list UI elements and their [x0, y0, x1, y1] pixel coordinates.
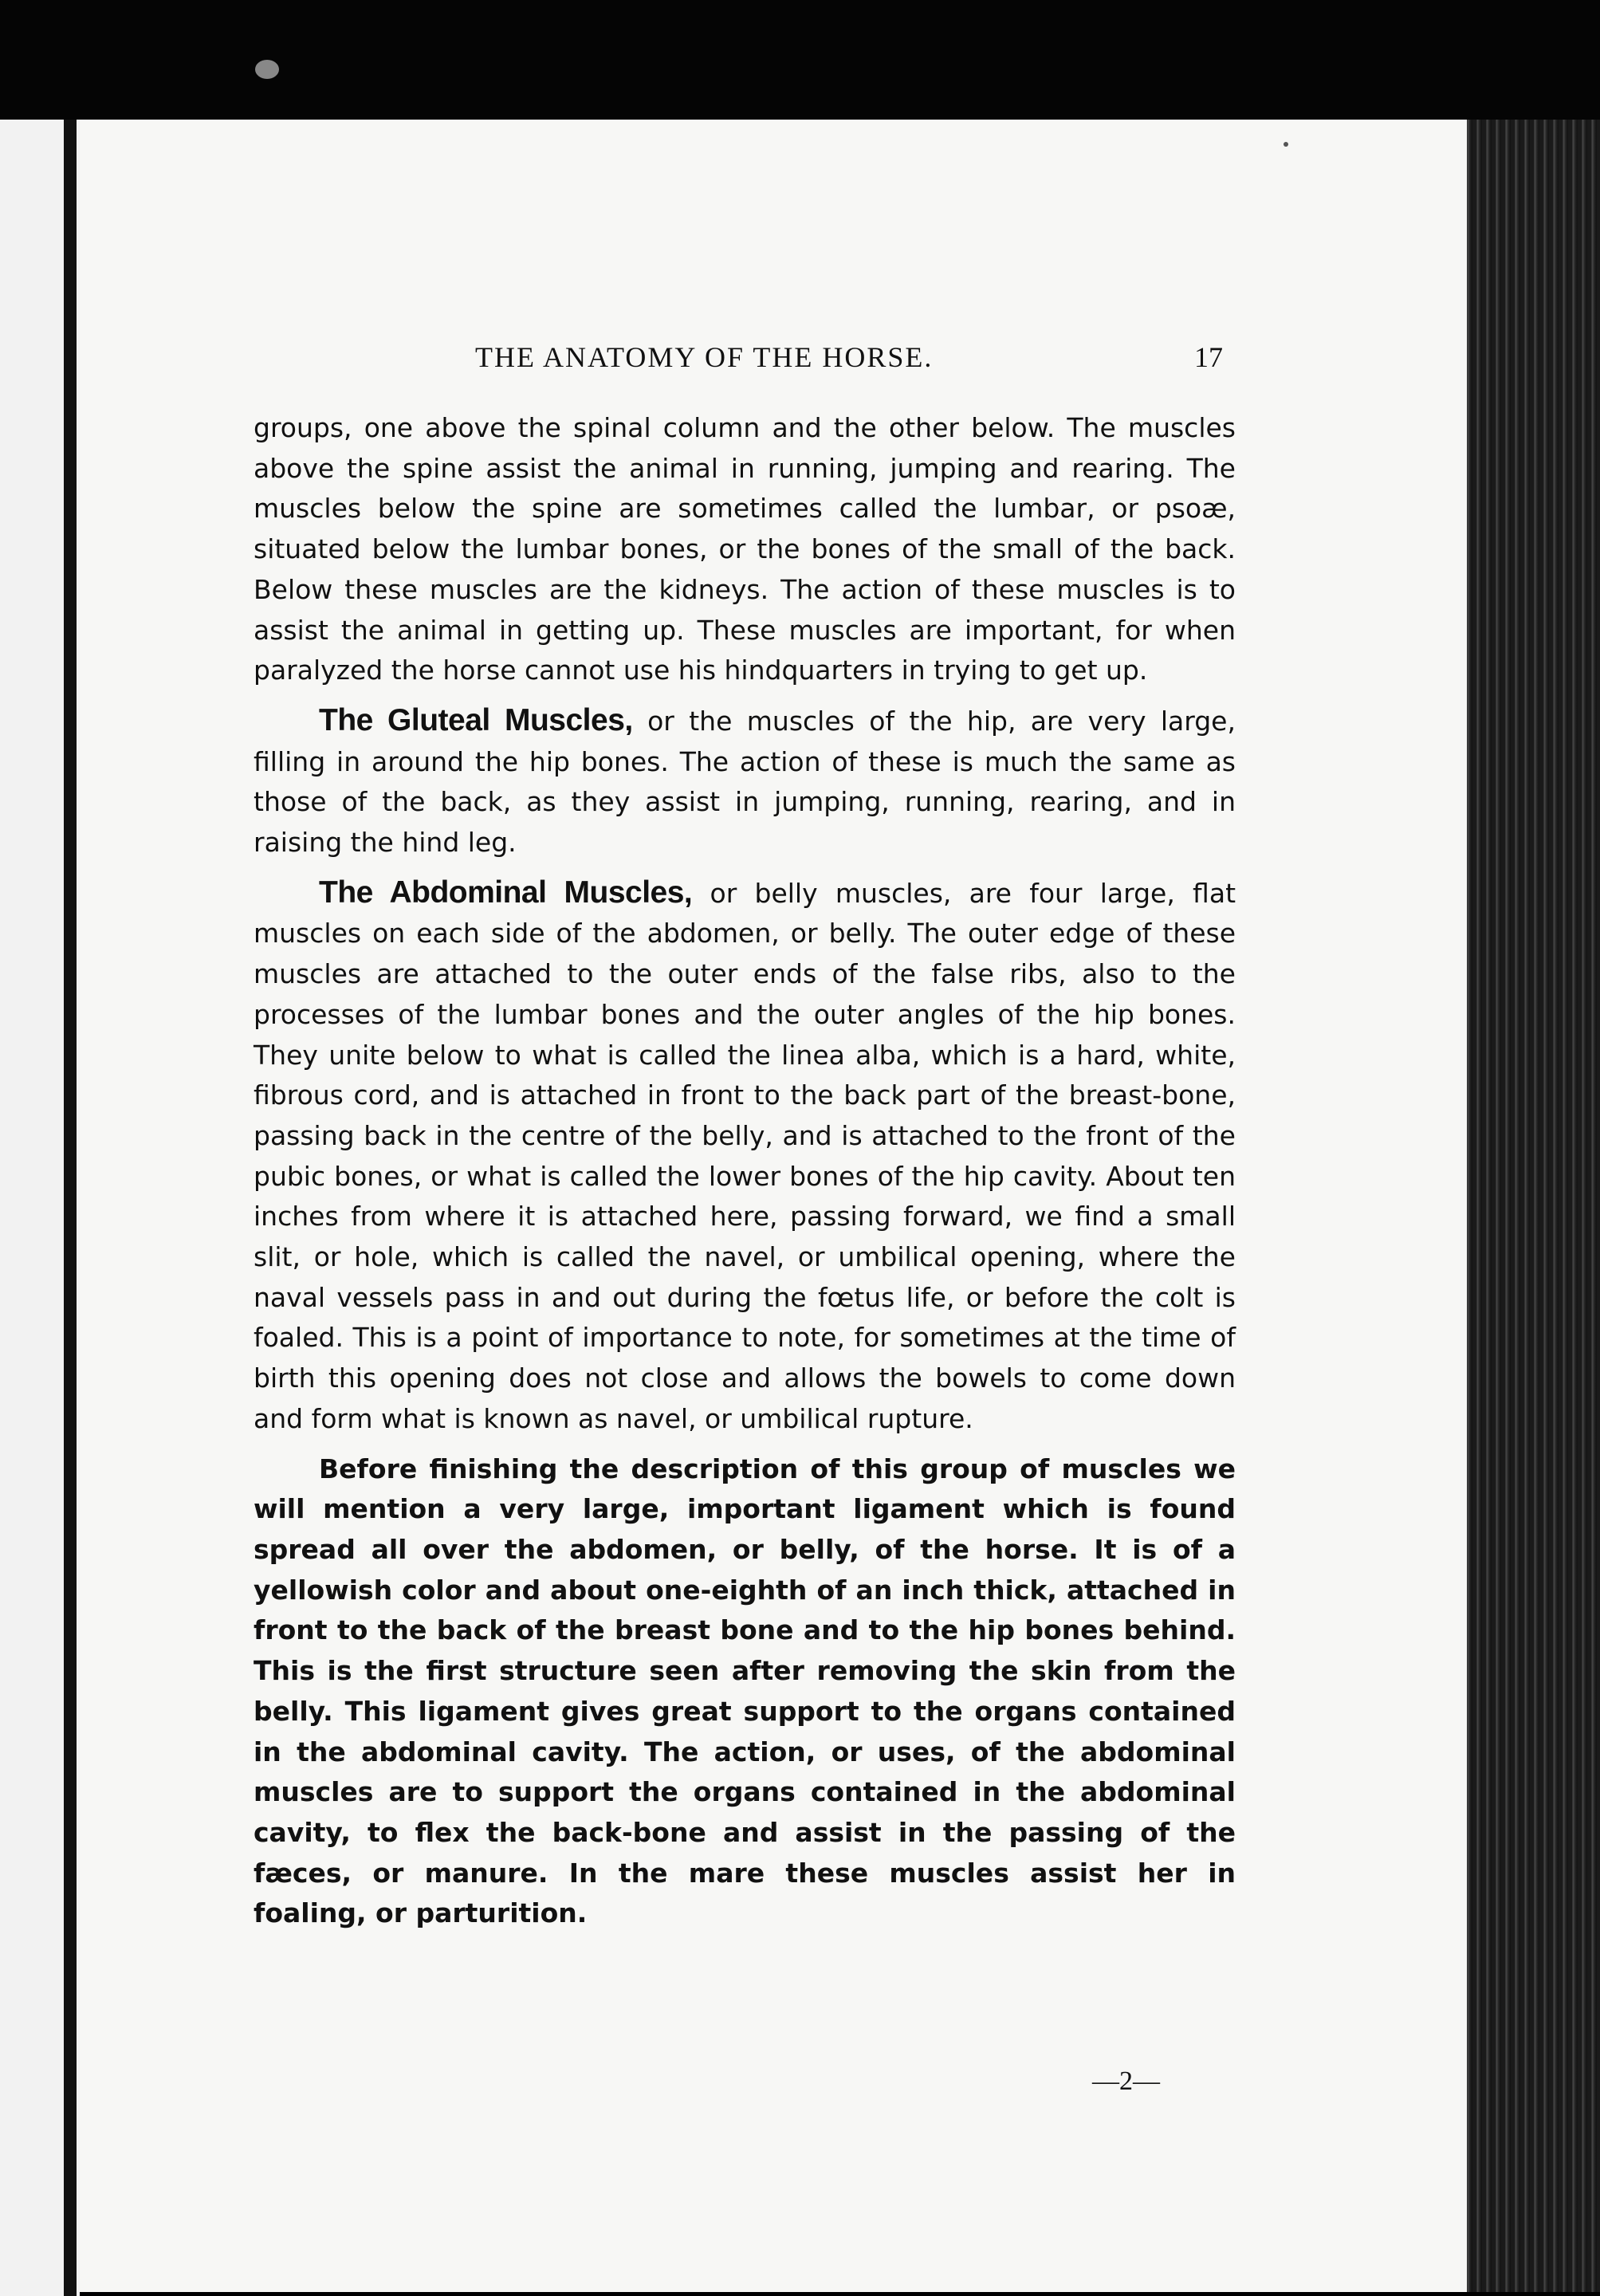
- scan-speck: [1284, 142, 1288, 147]
- paragraph-text: Before finishing the description of this group of muscles we will mention a very large, important ligament which is found spread all over the abdomen, or belly, of the horse. It is of a yellowish color and about one-eighth of an inch thick, attached in front to the back of the breast bone and to the hip bones behind. This is the first structure seen after removing the skin from the belly. This ligament gives great support to the organs contained in the abdominal cavity. The action, or uses, of the abdominal muscles are to support the organs contained in the abdominal cavity, to flex the back-bone and assist in the passing of the fæces, or manure. In the mare these muscles assist her in foaling, or parturition.: [254, 1453, 1236, 1929]
- paragraph-ligament: [254, 1449, 1236, 1934]
- scan-speck: [255, 60, 279, 79]
- paragraph-abdominal-muscles: [254, 873, 1236, 1440]
- section-heading-abdominal: The Abdominal Muscles,: [319, 875, 693, 910]
- signature-mark: —2—: [1092, 2066, 1160, 2096]
- paragraph-text: or the muscles of the hip, are very large, filling in around the hip bones. The action of these is much the same as those of the back, as they assist in jumping, running, rearing, and in raising the hind leg.: [254, 705, 1236, 859]
- paragraph-gluteal-muscles: [254, 701, 1236, 863]
- paragraph-back-muscles: [254, 408, 1236, 691]
- book-spine-shadow: [64, 120, 77, 2296]
- page-number: 17: [1194, 341, 1223, 373]
- section-heading-gluteal: The Gluteal Muscles,: [319, 702, 633, 737]
- page-stack-edges: [1463, 120, 1600, 2292]
- paragraph-text: groups, one above the spinal column and the other below. The muscles above the spine assist the animal in running, jumping and rearing. The muscles below the spine are sometimes called the lumbar, or psoæ, situated below the lumbar bones, or the bones of the small of the back. Below these muscles are the kidneys. The action of these muscles is to assist the animal in getting up. These muscles are important, for when paralyzed the horse cannot use his hindquarters in trying to get up.: [254, 412, 1236, 686]
- paragraph-text: or belly muscles, are four large, flat muscles on each side of the abdomen, or belly. The outer edge of these muscles are attached to the outer ends of the false ribs, also to the processes of the lumbar bones and the outer angles of the hip bones. They unite below to what is called the linea alba, which is a hard, white, fibrous cord, and is attached in front to the back part of the breast-bone, passing back in the centre of the belly, and is attached to the front of the pubic bones, or what is called the lower bones of the hip cavity. About ten inches from where it is attached here, passing forward, we find a small slit, or hole, which is called the navel, or umbilical opening, where the naval vessels pass in and out during the fœtus life, or before the colt is foaled. This is a point of importance to note, for sometimes at the time of birth this opening does not close and allows the bowels to come down and form what is known as navel, or umbilical rupture.: [254, 877, 1236, 1434]
- running-title: THE ANATOMY OF THE HORSE.: [475, 341, 934, 373]
- body-text: [254, 408, 1236, 1944]
